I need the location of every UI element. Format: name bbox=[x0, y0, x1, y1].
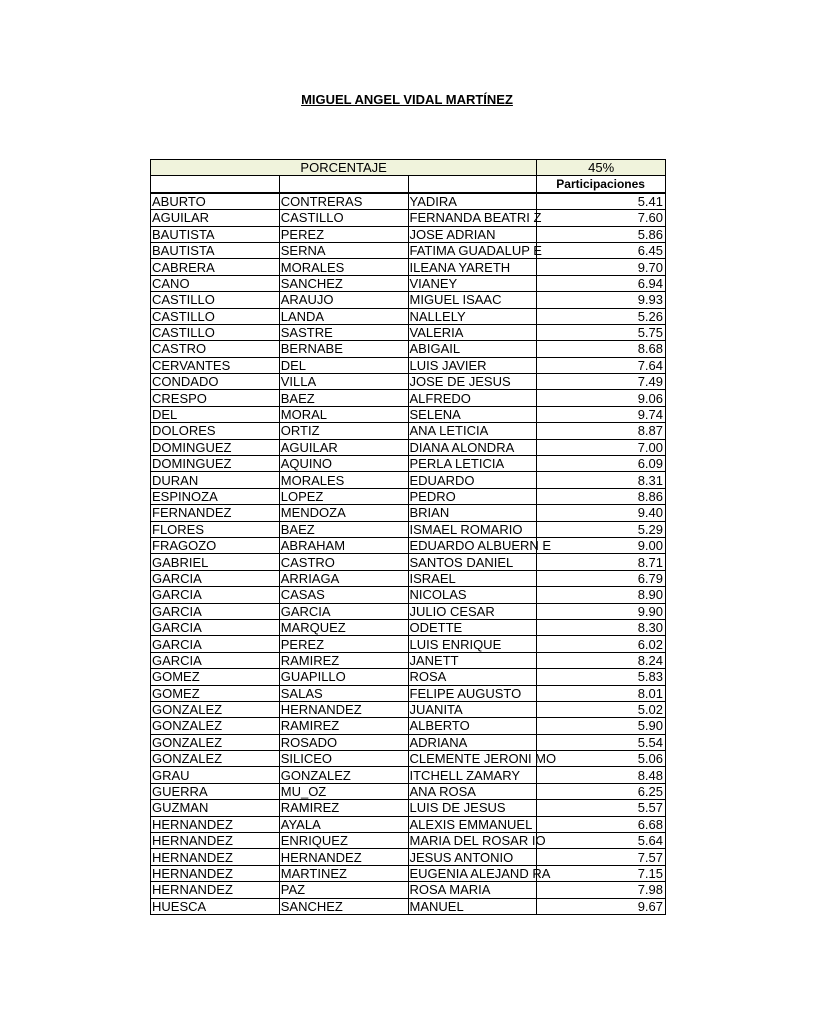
given-name-cell: DIANA ALONDRA bbox=[408, 439, 537, 455]
score-cell: 9.90 bbox=[537, 603, 666, 619]
score-cell: 5.54 bbox=[537, 734, 666, 750]
table-row bbox=[151, 242, 666, 258]
second-surname-cell: RAMIREZ bbox=[279, 652, 408, 668]
surname-cell: GRAU bbox=[151, 767, 280, 783]
given-name-cell: JOSE DE JESUS bbox=[408, 374, 537, 390]
surname-cell: FRAGOZO bbox=[151, 537, 280, 553]
second-surname-cell: PEREZ bbox=[279, 636, 408, 652]
table-row bbox=[151, 701, 666, 717]
given-name-cell: JULIO CESAR bbox=[408, 603, 537, 619]
given-name-cell: EDUARDO ALBUERN E bbox=[409, 538, 552, 554]
given-name-cell: MANUEL bbox=[408, 898, 537, 914]
given-name-cell: JOSE ADRIAN bbox=[408, 226, 537, 242]
score-cell: 9.93 bbox=[537, 292, 666, 308]
second-surname-cell: AYALA bbox=[279, 816, 408, 832]
second-surname-cell: SANCHEZ bbox=[279, 898, 408, 914]
table-row bbox=[151, 587, 666, 603]
page-title: MIGUEL ANGEL VIDAL MARTÍNEZ bbox=[301, 92, 513, 107]
second-surname-cell: DEL bbox=[279, 357, 408, 373]
score-cell: 5.57 bbox=[537, 800, 666, 816]
given-name-cell: NICOLAS bbox=[408, 587, 537, 603]
given-name-cell: EUGENIA ALEJAND RA bbox=[409, 865, 551, 881]
table-row bbox=[151, 619, 666, 635]
surname-cell: GONZALEZ bbox=[151, 701, 280, 717]
given-name-cell: MARIA DEL ROSAR IO bbox=[409, 833, 546, 849]
second-surname-cell: ABRAHAM bbox=[279, 537, 408, 553]
second-surname-cell: PAZ bbox=[279, 882, 408, 898]
given-name-cell: ISMAEL ROMARIO bbox=[408, 521, 537, 537]
score-cell: 8.90 bbox=[537, 587, 666, 603]
given-name-cell: ISRAEL bbox=[408, 570, 537, 586]
surname-cell: BAUTISTA bbox=[151, 226, 280, 242]
table-row bbox=[151, 751, 666, 767]
surname-cell: ABURTO bbox=[151, 193, 280, 210]
second-surname-cell: VILLA bbox=[279, 374, 408, 390]
score-cell: 8.31 bbox=[537, 472, 666, 488]
table-row bbox=[151, 275, 666, 291]
second-surname-cell: GARCIA bbox=[279, 603, 408, 619]
table-row bbox=[151, 488, 666, 504]
surname-cell: FERNANDEZ bbox=[151, 505, 280, 521]
second-surname-cell: GUAPILLO bbox=[279, 669, 408, 685]
surname-cell: GARCIA bbox=[151, 570, 280, 586]
surname-cell: HUESCA bbox=[151, 898, 280, 914]
second-surname-cell: MU_OZ bbox=[279, 783, 408, 799]
surname-cell: GUZMAN bbox=[151, 800, 280, 816]
score-cell: 8.87 bbox=[537, 423, 666, 439]
table-row bbox=[151, 537, 666, 553]
surname-cell: GUERRA bbox=[151, 783, 280, 799]
surname-cell: DEL bbox=[151, 406, 280, 422]
given-name-cell: SELENA bbox=[408, 406, 537, 422]
surname-cell: GONZALEZ bbox=[151, 718, 280, 734]
table-row bbox=[151, 882, 666, 898]
given-name-cell: ANA LETICIA bbox=[408, 423, 537, 439]
given-name-cell: ILEANA YARETH bbox=[408, 259, 537, 275]
given-name-cell: ANA ROSA bbox=[408, 783, 537, 799]
table-row bbox=[151, 357, 666, 373]
score-cell: 8.71 bbox=[537, 554, 666, 570]
second-surname-cell: BERNABE bbox=[279, 341, 408, 357]
table-row bbox=[151, 898, 666, 914]
given-name-cell: FELIPE AUGUSTO bbox=[408, 685, 537, 701]
second-surname-cell: MORALES bbox=[279, 472, 408, 488]
surname-cell: CASTILLO bbox=[151, 324, 280, 340]
surname-cell: GONZALEZ bbox=[151, 751, 280, 767]
surname-cell: HERNANDEZ bbox=[151, 865, 280, 881]
score-cell: 7.57 bbox=[537, 849, 666, 865]
surname-cell: DOMINGUEZ bbox=[151, 456, 280, 472]
table-row bbox=[151, 669, 666, 685]
given-name-cell: SANTOS DANIEL bbox=[408, 554, 537, 570]
score-cell: 8.86 bbox=[537, 488, 666, 504]
table-row bbox=[151, 767, 666, 783]
table-row bbox=[151, 603, 666, 619]
table-row bbox=[151, 210, 666, 226]
score-cell: 7.64 bbox=[537, 357, 666, 373]
given-name-cell: MIGUEL ISAAC bbox=[408, 292, 537, 308]
second-surname-cell: LOPEZ bbox=[279, 488, 408, 504]
given-name-cell: NALLELY bbox=[408, 308, 537, 324]
second-surname-cell: BAEZ bbox=[279, 390, 408, 406]
table-row bbox=[151, 816, 666, 832]
score-cell: 7.00 bbox=[537, 439, 666, 455]
given-name-cell: JANETT bbox=[408, 652, 537, 668]
second-surname-cell: SALAS bbox=[279, 685, 408, 701]
table-row bbox=[151, 456, 666, 472]
second-surname-cell: BAEZ bbox=[279, 521, 408, 537]
table-row bbox=[151, 308, 666, 324]
second-surname-cell: CASTRO bbox=[279, 554, 408, 570]
surname-cell: CONDADO bbox=[151, 374, 280, 390]
given-name-cell: FERNANDA BEATRI Z bbox=[409, 210, 542, 226]
surname-cell: CASTRO bbox=[151, 341, 280, 357]
table-row bbox=[151, 849, 666, 865]
given-name-cell: ALEXIS EMMANUEL bbox=[408, 816, 537, 832]
second-surname-cell: SILICEO bbox=[279, 751, 408, 767]
score-cell: 7.49 bbox=[537, 374, 666, 390]
given-name-cell: ODETTE bbox=[408, 619, 537, 635]
score-cell: 5.83 bbox=[537, 669, 666, 685]
given-name-cell: ABIGAIL bbox=[408, 341, 537, 357]
surname-cell: HERNANDEZ bbox=[151, 816, 280, 832]
surname-cell: HERNANDEZ bbox=[151, 882, 280, 898]
score-cell: 5.64 bbox=[537, 833, 666, 849]
header-empty-cell bbox=[151, 176, 280, 193]
score-cell: 6.68 bbox=[537, 816, 666, 832]
surname-cell: DOLORES bbox=[151, 423, 280, 439]
surname-cell: CASTILLO bbox=[151, 292, 280, 308]
surname-cell: CRESPO bbox=[151, 390, 280, 406]
given-name-cell: JUANITA bbox=[408, 701, 537, 717]
second-surname-cell: ENRIQUEZ bbox=[279, 833, 408, 849]
participaciones-header: Participaciones bbox=[537, 176, 666, 193]
score-cell: 7.15 bbox=[537, 865, 666, 881]
table-row bbox=[151, 406, 666, 422]
score-cell: 8.24 bbox=[537, 652, 666, 668]
score-cell: 6.25 bbox=[537, 783, 666, 799]
table-row bbox=[151, 734, 666, 750]
second-surname-cell: LANDA bbox=[279, 308, 408, 324]
header-empty-cell bbox=[279, 176, 408, 193]
given-name-cell: VALERIA bbox=[408, 324, 537, 340]
score-cell: 5.06 bbox=[537, 751, 666, 767]
table-row bbox=[151, 439, 666, 455]
score-cell: 6.79 bbox=[537, 570, 666, 586]
score-cell: 9.00 bbox=[537, 537, 666, 553]
second-surname-cell: CONTRERAS bbox=[279, 193, 408, 210]
table-row bbox=[151, 226, 666, 242]
surname-cell: HERNANDEZ bbox=[151, 833, 280, 849]
given-name-cell: BRIAN bbox=[408, 505, 537, 521]
percentage-value: 45% bbox=[537, 160, 666, 176]
surname-cell: GONZALEZ bbox=[151, 734, 280, 750]
score-cell: 6.94 bbox=[537, 275, 666, 291]
score-cell: 8.30 bbox=[537, 619, 666, 635]
header-empty-cell bbox=[408, 176, 537, 193]
second-surname-cell: SANCHEZ bbox=[279, 275, 408, 291]
table-row bbox=[151, 324, 666, 340]
given-name-cell: ALBERTO bbox=[408, 718, 537, 734]
second-surname-cell: MARQUEZ bbox=[279, 619, 408, 635]
score-cell: 7.98 bbox=[537, 882, 666, 898]
score-cell: 9.74 bbox=[537, 406, 666, 422]
second-surname-cell: PEREZ bbox=[279, 226, 408, 242]
table-row bbox=[151, 374, 666, 390]
second-surname-cell: ORTIZ bbox=[279, 423, 408, 439]
given-name-cell: PERLA LETICIA bbox=[408, 456, 537, 472]
second-surname-cell: MORAL bbox=[279, 406, 408, 422]
surname-cell: CABRERA bbox=[151, 259, 280, 275]
given-name-cell: CLEMENTE JERONI MO bbox=[409, 751, 557, 767]
column-header-row bbox=[151, 176, 666, 193]
table-row bbox=[151, 570, 666, 586]
second-surname-cell: ARAUJO bbox=[279, 292, 408, 308]
score-cell: 6.45 bbox=[537, 242, 666, 258]
score-cell: 5.75 bbox=[537, 324, 666, 340]
surname-cell: GARCIA bbox=[151, 587, 280, 603]
score-cell: 5.90 bbox=[537, 718, 666, 734]
table-row bbox=[151, 472, 666, 488]
surname-cell: CERVANTES bbox=[151, 357, 280, 373]
second-surname-cell: MENDOZA bbox=[279, 505, 408, 521]
table-row bbox=[151, 341, 666, 357]
surname-cell: GOMEZ bbox=[151, 685, 280, 701]
given-name-cell: FATIMA GUADALUP E bbox=[409, 243, 542, 259]
surname-cell: FLORES bbox=[151, 521, 280, 537]
second-surname-cell: MARTINEZ bbox=[279, 865, 408, 881]
given-name-cell: PEDRO bbox=[408, 488, 537, 504]
table-row bbox=[151, 865, 666, 881]
score-cell: 9.06 bbox=[537, 390, 666, 406]
given-name-cell: EDUARDO bbox=[408, 472, 537, 488]
table-row bbox=[151, 652, 666, 668]
second-surname-cell: RAMIREZ bbox=[279, 800, 408, 816]
grades-table bbox=[150, 159, 666, 915]
score-cell: 6.09 bbox=[537, 456, 666, 472]
score-cell: 9.70 bbox=[537, 259, 666, 275]
table-body bbox=[151, 160, 666, 915]
second-surname-cell: AGUILAR bbox=[279, 439, 408, 455]
table-row bbox=[151, 423, 666, 439]
table-row bbox=[151, 833, 666, 849]
second-surname-cell: CASAS bbox=[279, 587, 408, 603]
given-name-cell: ITCHELL ZAMARY bbox=[408, 767, 537, 783]
score-cell: 7.60 bbox=[537, 210, 666, 226]
surname-cell: GOMEZ bbox=[151, 669, 280, 685]
score-cell: 8.68 bbox=[537, 341, 666, 357]
table-row bbox=[151, 636, 666, 652]
score-cell: 5.41 bbox=[537, 193, 666, 210]
second-surname-cell: HERNANDEZ bbox=[279, 849, 408, 865]
score-cell: 6.02 bbox=[537, 636, 666, 652]
surname-cell: GABRIEL bbox=[151, 554, 280, 570]
given-name-cell: LUIS DE JESUS bbox=[408, 800, 537, 816]
score-cell: 5.29 bbox=[537, 521, 666, 537]
second-surname-cell: GONZALEZ bbox=[279, 767, 408, 783]
given-name-cell: ROSA MARIA bbox=[408, 882, 537, 898]
second-surname-cell: SERNA bbox=[279, 242, 408, 258]
score-cell: 5.26 bbox=[537, 308, 666, 324]
score-cell: 9.40 bbox=[537, 505, 666, 521]
surname-cell: HERNANDEZ bbox=[151, 849, 280, 865]
given-name-cell: LUIS JAVIER bbox=[408, 357, 537, 373]
surname-cell: CASTILLO bbox=[151, 308, 280, 324]
percentage-label: PORCENTAJE bbox=[151, 160, 537, 176]
table-row bbox=[151, 718, 666, 734]
second-surname-cell: MORALES bbox=[279, 259, 408, 275]
given-name-cell: LUIS ENRIQUE bbox=[408, 636, 537, 652]
table-row bbox=[151, 521, 666, 537]
surname-cell: AGUILAR bbox=[151, 210, 280, 226]
score-cell: 9.67 bbox=[537, 898, 666, 914]
given-name-cell: YADIRA bbox=[408, 193, 537, 210]
surname-cell: DURAN bbox=[151, 472, 280, 488]
surname-cell: BAUTISTA bbox=[151, 242, 280, 258]
given-name-cell: ROSA bbox=[408, 669, 537, 685]
second-surname-cell: CASTILLO bbox=[279, 210, 408, 226]
header-row bbox=[151, 160, 666, 176]
surname-cell: GARCIA bbox=[151, 636, 280, 652]
given-name-cell: ALFREDO bbox=[408, 390, 537, 406]
table-row bbox=[151, 259, 666, 275]
score-cell: 8.01 bbox=[537, 685, 666, 701]
table-row bbox=[151, 505, 666, 521]
second-surname-cell: HERNANDEZ bbox=[279, 701, 408, 717]
table-row bbox=[151, 292, 666, 308]
given-name-cell: VIANEY bbox=[408, 275, 537, 291]
table-row bbox=[151, 390, 666, 406]
score-cell: 5.02 bbox=[537, 701, 666, 717]
score-cell: 5.86 bbox=[537, 226, 666, 242]
score-cell: 8.48 bbox=[537, 767, 666, 783]
table-row bbox=[151, 783, 666, 799]
surname-cell: GARCIA bbox=[151, 603, 280, 619]
table-row bbox=[151, 685, 666, 701]
surname-cell: GARCIA bbox=[151, 619, 280, 635]
given-name-cell: JESUS ANTONIO bbox=[408, 849, 537, 865]
second-surname-cell: SASTRE bbox=[279, 324, 408, 340]
surname-cell: DOMINGUEZ bbox=[151, 439, 280, 455]
second-surname-cell: ROSADO bbox=[279, 734, 408, 750]
surname-cell: ESPINOZA bbox=[151, 488, 280, 504]
given-name-cell: ADRIANA bbox=[408, 734, 537, 750]
surname-cell: GARCIA bbox=[151, 652, 280, 668]
table-row bbox=[151, 554, 666, 570]
table-row bbox=[151, 193, 666, 210]
second-surname-cell: RAMIREZ bbox=[279, 718, 408, 734]
second-surname-cell: ARRIAGA bbox=[279, 570, 408, 586]
surname-cell: CANO bbox=[151, 275, 280, 291]
table-row bbox=[151, 800, 666, 816]
second-surname-cell: AQUINO bbox=[279, 456, 408, 472]
